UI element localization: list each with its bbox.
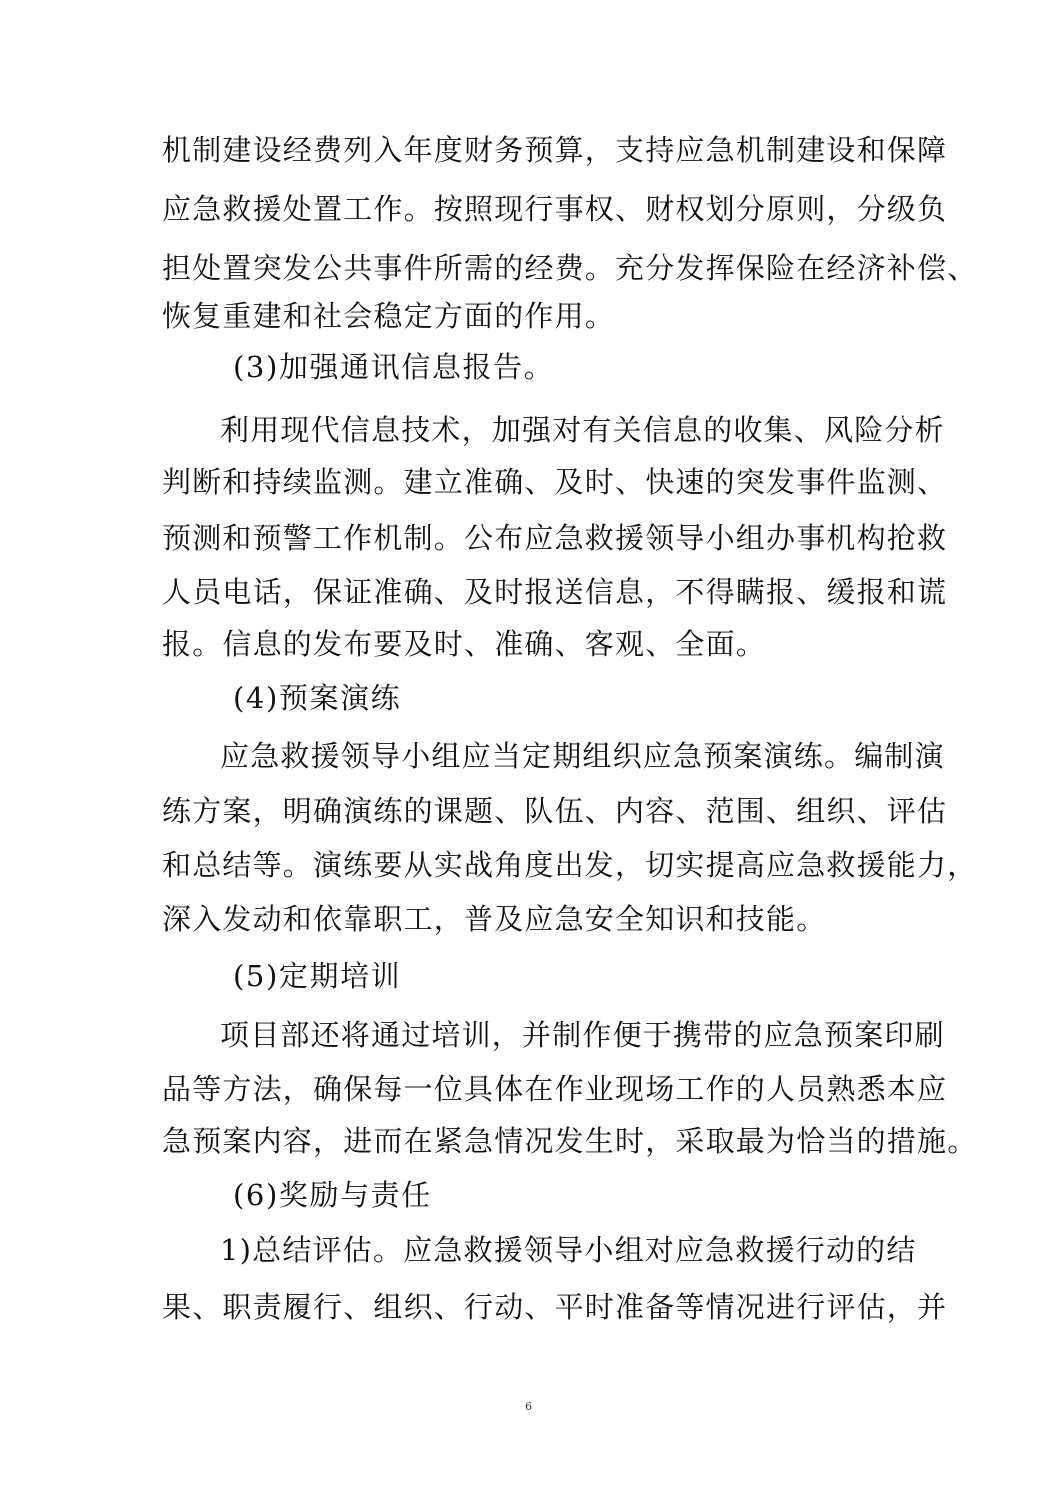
paragraph-line: 人员电话，保证准确、及时报送信息，不得瞒报、缓报和谎 [162, 575, 948, 609]
paragraph-line: 急预案内容，进而在紧急情况发生时，采取最为恰当的措施。 [162, 1124, 978, 1158]
paragraph-line: 报。信息的发布要及时、准确、客观、全面。 [162, 627, 767, 661]
paragraph-line: 机制建设经费列入年度财务预算，支持应急机制建设和保障 [162, 133, 948, 167]
section-heading: (5)定期培训 [233, 959, 402, 993]
paragraph-line: 项目部还将通过培训，并制作便于携带的应急预案印刷 [220, 1018, 945, 1052]
paragraph-line: 深入发动和依靠职工，普及应急安全知识和技能。 [162, 902, 827, 936]
section-heading: (6)奖励与责任 [233, 1178, 432, 1212]
paragraph-line: 1)总结评估。应急救援领导小组对应急救援行动的结 [220, 1233, 917, 1267]
section-heading: (4)预案演练 [233, 681, 402, 715]
paragraph-line: 果、职责履行、组织、行动、平时准备等情况进行评估，并 [162, 1290, 948, 1324]
page-number: 6 [525, 1400, 532, 1413]
paragraph-line: 恢复重建和社会稳定方面的作用。 [162, 299, 616, 333]
paragraph-line: 判断和持续监测。建立准确、及时、快速的突发事件监测、 [162, 465, 948, 499]
paragraph-line: 练方案，明确演练的课题、队伍、内容、范围、组织、评估 [162, 794, 948, 828]
paragraph-line: 利用现代信息技术，加强对有关信息的收集、风险分析 [220, 413, 945, 447]
paragraph-line: 应急救援领导小组应当定期组织应急预案演练。编制演 [220, 739, 945, 773]
paragraph-line: 品等方法，确保每一位具体在作业现场工作的人员熟悉本应 [162, 1072, 948, 1106]
section-heading: (3)加强通讯信息报告。 [233, 350, 555, 384]
paragraph-line: 担处置突发公共事件所需的经费。充分发挥保险在经济补偿、 [162, 251, 978, 285]
paragraph-line: 和总结等。演练要从实战角度出发，切实提高应急救援能力， [162, 848, 978, 882]
paragraph-line: 应急救援处置工作。按照现行事权、财权划分原则，分级负 [162, 192, 948, 226]
paragraph-line: 预测和预警工作机制。公布应急救援领导小组办事机构抢救 [162, 521, 948, 555]
